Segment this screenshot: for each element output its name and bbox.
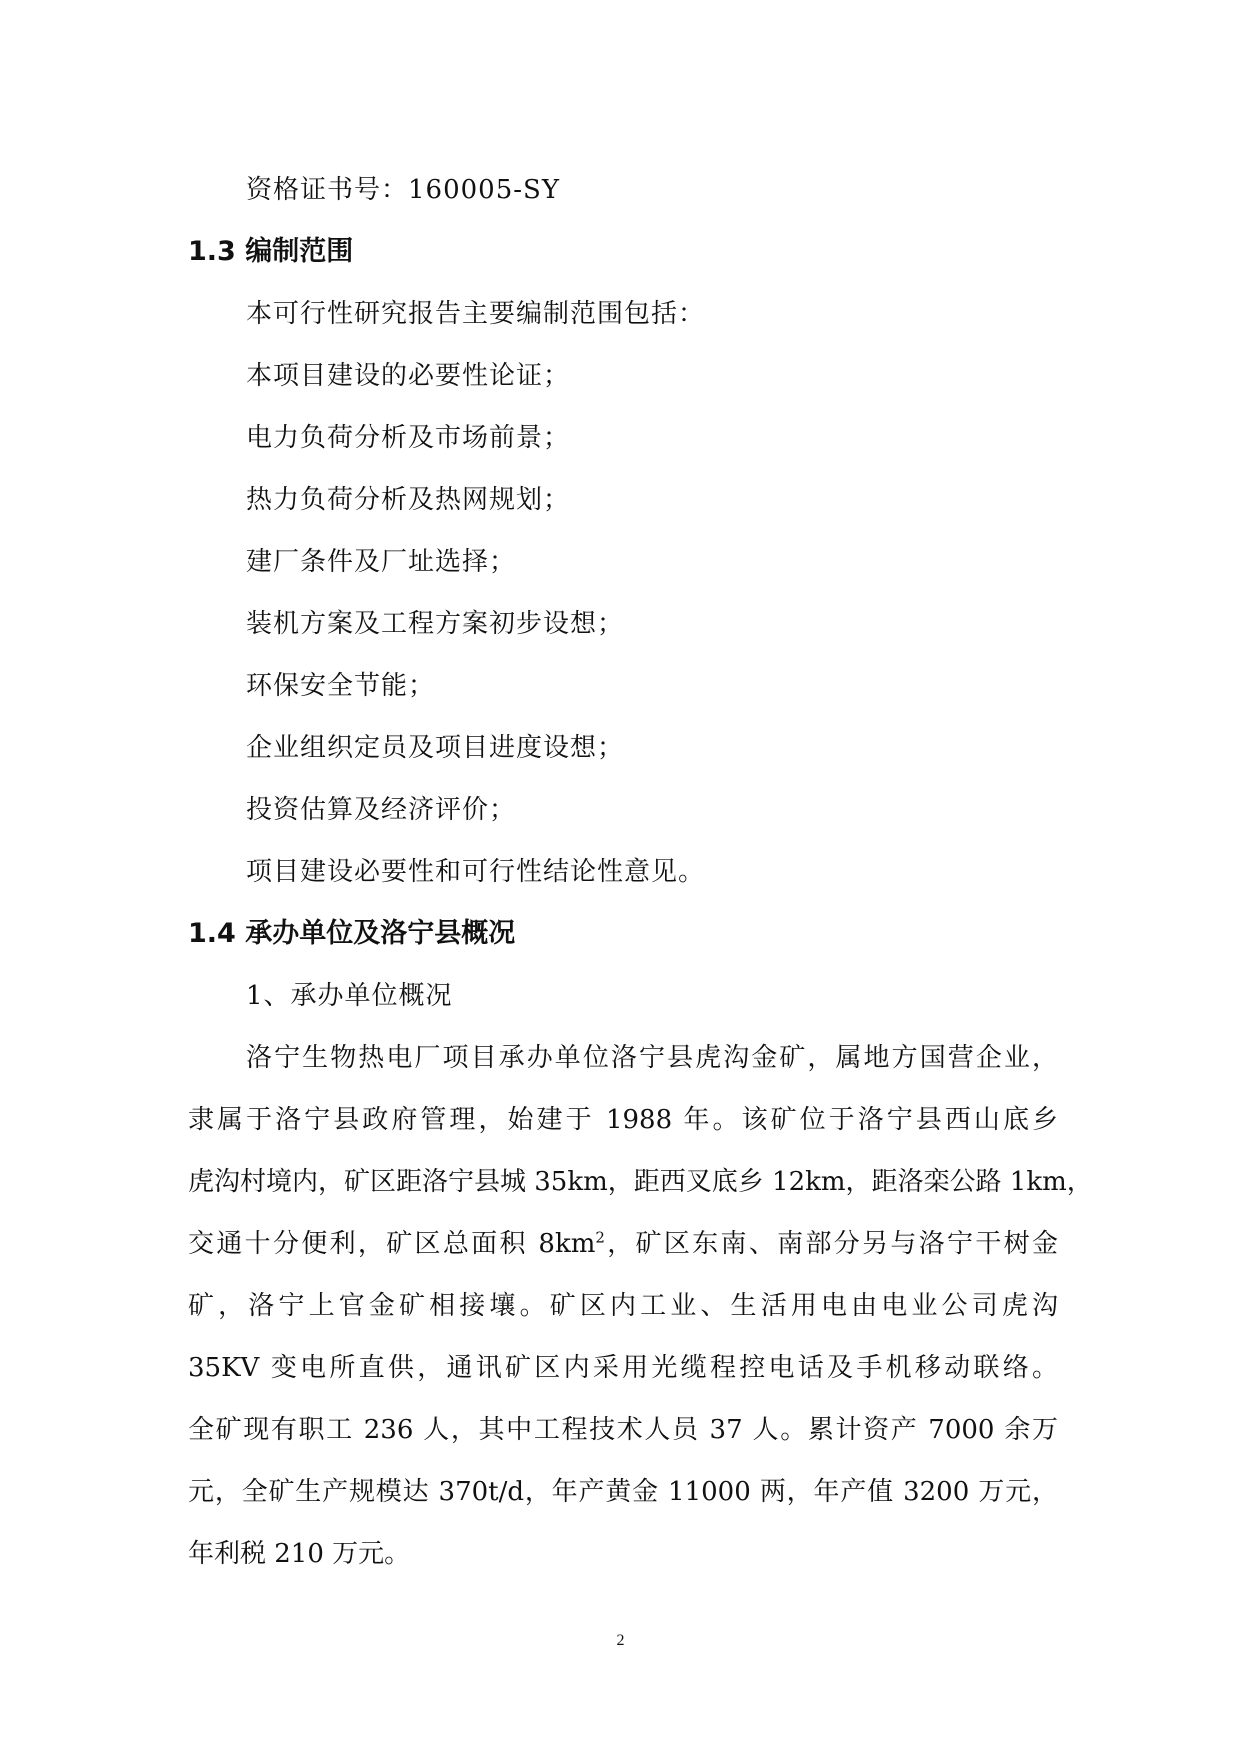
page-number: 2 <box>616 1632 625 1649</box>
scope-intro: 本可行性研究报告主要编制范围包括： <box>246 299 706 329</box>
certificate-number: 资格证书号：160005-SY <box>246 175 561 205</box>
section-heading-1-4: 1.4 承办单位及洛宁县概况 <box>188 918 516 949</box>
paragraph-line: 年利税 210 万元。 <box>188 1539 411 1569</box>
scope-item: 投资估算及经济评价； <box>246 795 517 825</box>
scope-item: 热力负荷分析及热网规划； <box>246 485 571 515</box>
scope-item: 电力负荷分析及市场前景； <box>246 423 571 453</box>
scope-item: 项目建设必要性和可行性结论性意见。 <box>246 857 706 887</box>
paragraph-line: 矿，洛宁上官金矿相接壤。矿区内工业、生活用电由电业公司虎沟 <box>188 1291 1058 1321</box>
section-heading-1-3: 1.3 编制范围 <box>188 236 354 267</box>
paragraph-line: 隶属于洛宁县政府管理，始建于 1988 年。该矿位于洛宁县西山底乡 <box>188 1105 1058 1135</box>
paragraph-line <box>188 1226 1058 1262</box>
scope-item: 本项目建设的必要性论证； <box>246 361 571 391</box>
paragraph-line: 虎沟村境内，矿区距洛宁县城 35km，距西叉底乡 12km，距洛栾公路 1km， <box>188 1167 1093 1197</box>
paragraph-text: 交通十分便利，矿区总面积 8km <box>188 1229 596 1259</box>
paragraph-line: 元，全矿生产规模达 370t/d，年产黄金 11000 两，年产值 3200 万元， <box>188 1477 1058 1507</box>
scope-item: 企业组织定员及项目进度设想； <box>246 733 625 763</box>
paragraph-line: 洛宁生物热电厂项目承办单位洛宁县虎沟金矿，属地方国营企业， <box>246 1043 1058 1073</box>
scope-item: 环保安全节能； <box>246 671 436 701</box>
scope-item: 建厂条件及厂址选择； <box>246 547 517 577</box>
subsection-heading: 1、承办单位概况 <box>246 981 453 1011</box>
paragraph-line: 35KV 变电所直供，通讯矿区内采用光缆程控电话及手机移动联络。 <box>188 1353 1058 1383</box>
paragraph-text: ，矿区东南、南部分另与洛宁干树金 <box>604 1229 1058 1259</box>
scope-item: 装机方案及工程方案初步设想； <box>246 609 625 639</box>
superscript: 2 <box>595 1228 605 1247</box>
paragraph-line: 全矿现有职工 236 人，其中工程技术人员 37 人。累计资产 7000 余万 <box>188 1415 1058 1445</box>
